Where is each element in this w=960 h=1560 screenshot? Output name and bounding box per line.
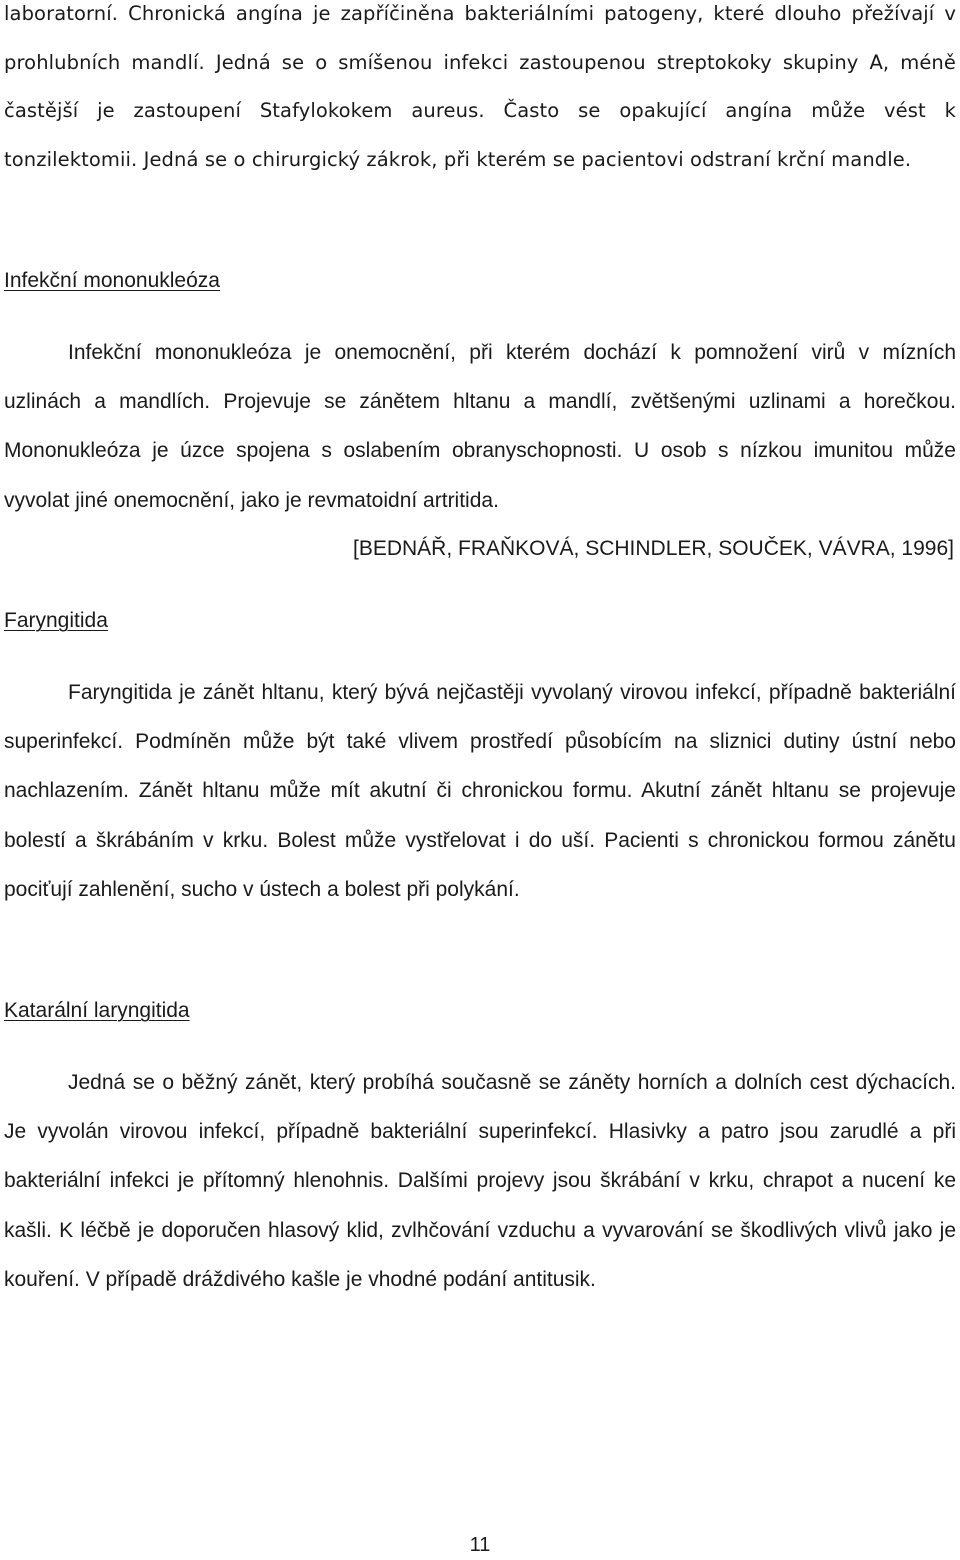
heading-kataralni-laryngitida: Katarální laryngitida [4, 999, 190, 1022]
citation: [BEDNÁŘ, FRAŇKOVÁ, SCHINDLER, SOUČEK, VÁVRA, 1996] [352, 537, 954, 560]
paragraph-laryngitida: Jedná se o běžný zánět, který probíhá současně se záněty horních a dolních cest dýchacích. Je vyvolán virovou infekcí, případně bakteriální superinfekcí. Hlasivky a patro jsou zarudlé a při bakteriální infekci je přítomný hlenohnis. Dalšími projevy jsou škrábání v krku, chrapot a nucení ke kašli. K léčbě je doporučen hlasový klid, zvlhčování vzduchu a vyvarování se škodlivých vlivů jako je kouření. V případě dráždivého kašle je vhodné podání antitusik. [4, 1071, 956, 1291]
heading-faryngitida: Faryngitida [4, 609, 108, 632]
paragraph-mononukleoza: Infekční mononukleóza je onemocnění, při kterém dochází k pomnožení virů v mízních uzlinách a mandlích. Projevuje se zánětem hltanu a mandlí, zvětšenými uzlinami a horečkou. Mononukleóza je úzce spojena s oslabením obranyschopnosti. U osob s nízkou imunitou může vyvolat jiné onemocnění, jako je revmatoidní artritida. [4, 341, 956, 512]
heading-infekcni-mononukleoza: Infekční mononukleóza [4, 269, 220, 292]
paragraph-faryngitida: Faryngitida je zánět hltanu, který bývá nejčastěji vyvolaný virovou infekcí, případně bakteriální superinfekcí. Podmíněn může být také vlivem prostředí působícím na sliznici dutiny ústní nebo nachlazením. Zánět hltanu může mít akutní či chronickou formu. Akutní zánět hltanu se projevuje bolestí a škrábáním v krku. Bolest může vystřelovat i do uší. Pacienti s chronickou formou zánětu pociťují zahlenění, sucho v ústech a bolest při polykání. [4, 681, 956, 901]
paragraph-angina-continuation: laboratorní. Chronická angína je zapříčiněna bakteriálními patogeny, které dlouho přežívají v prohlubních mandlí. Jedná se o smíšenou infekci zastoupenou streptokoky skupiny A, méně častější je zastoupení Stafylokokem aureus. Často se opakující angína může vést k tonzilektomii. Jedná se o chirurgický zákrok, při kterém se pacientovi odstraní krční mandle. [4, 2, 956, 171]
page-number: 11 [469, 1534, 491, 1556]
